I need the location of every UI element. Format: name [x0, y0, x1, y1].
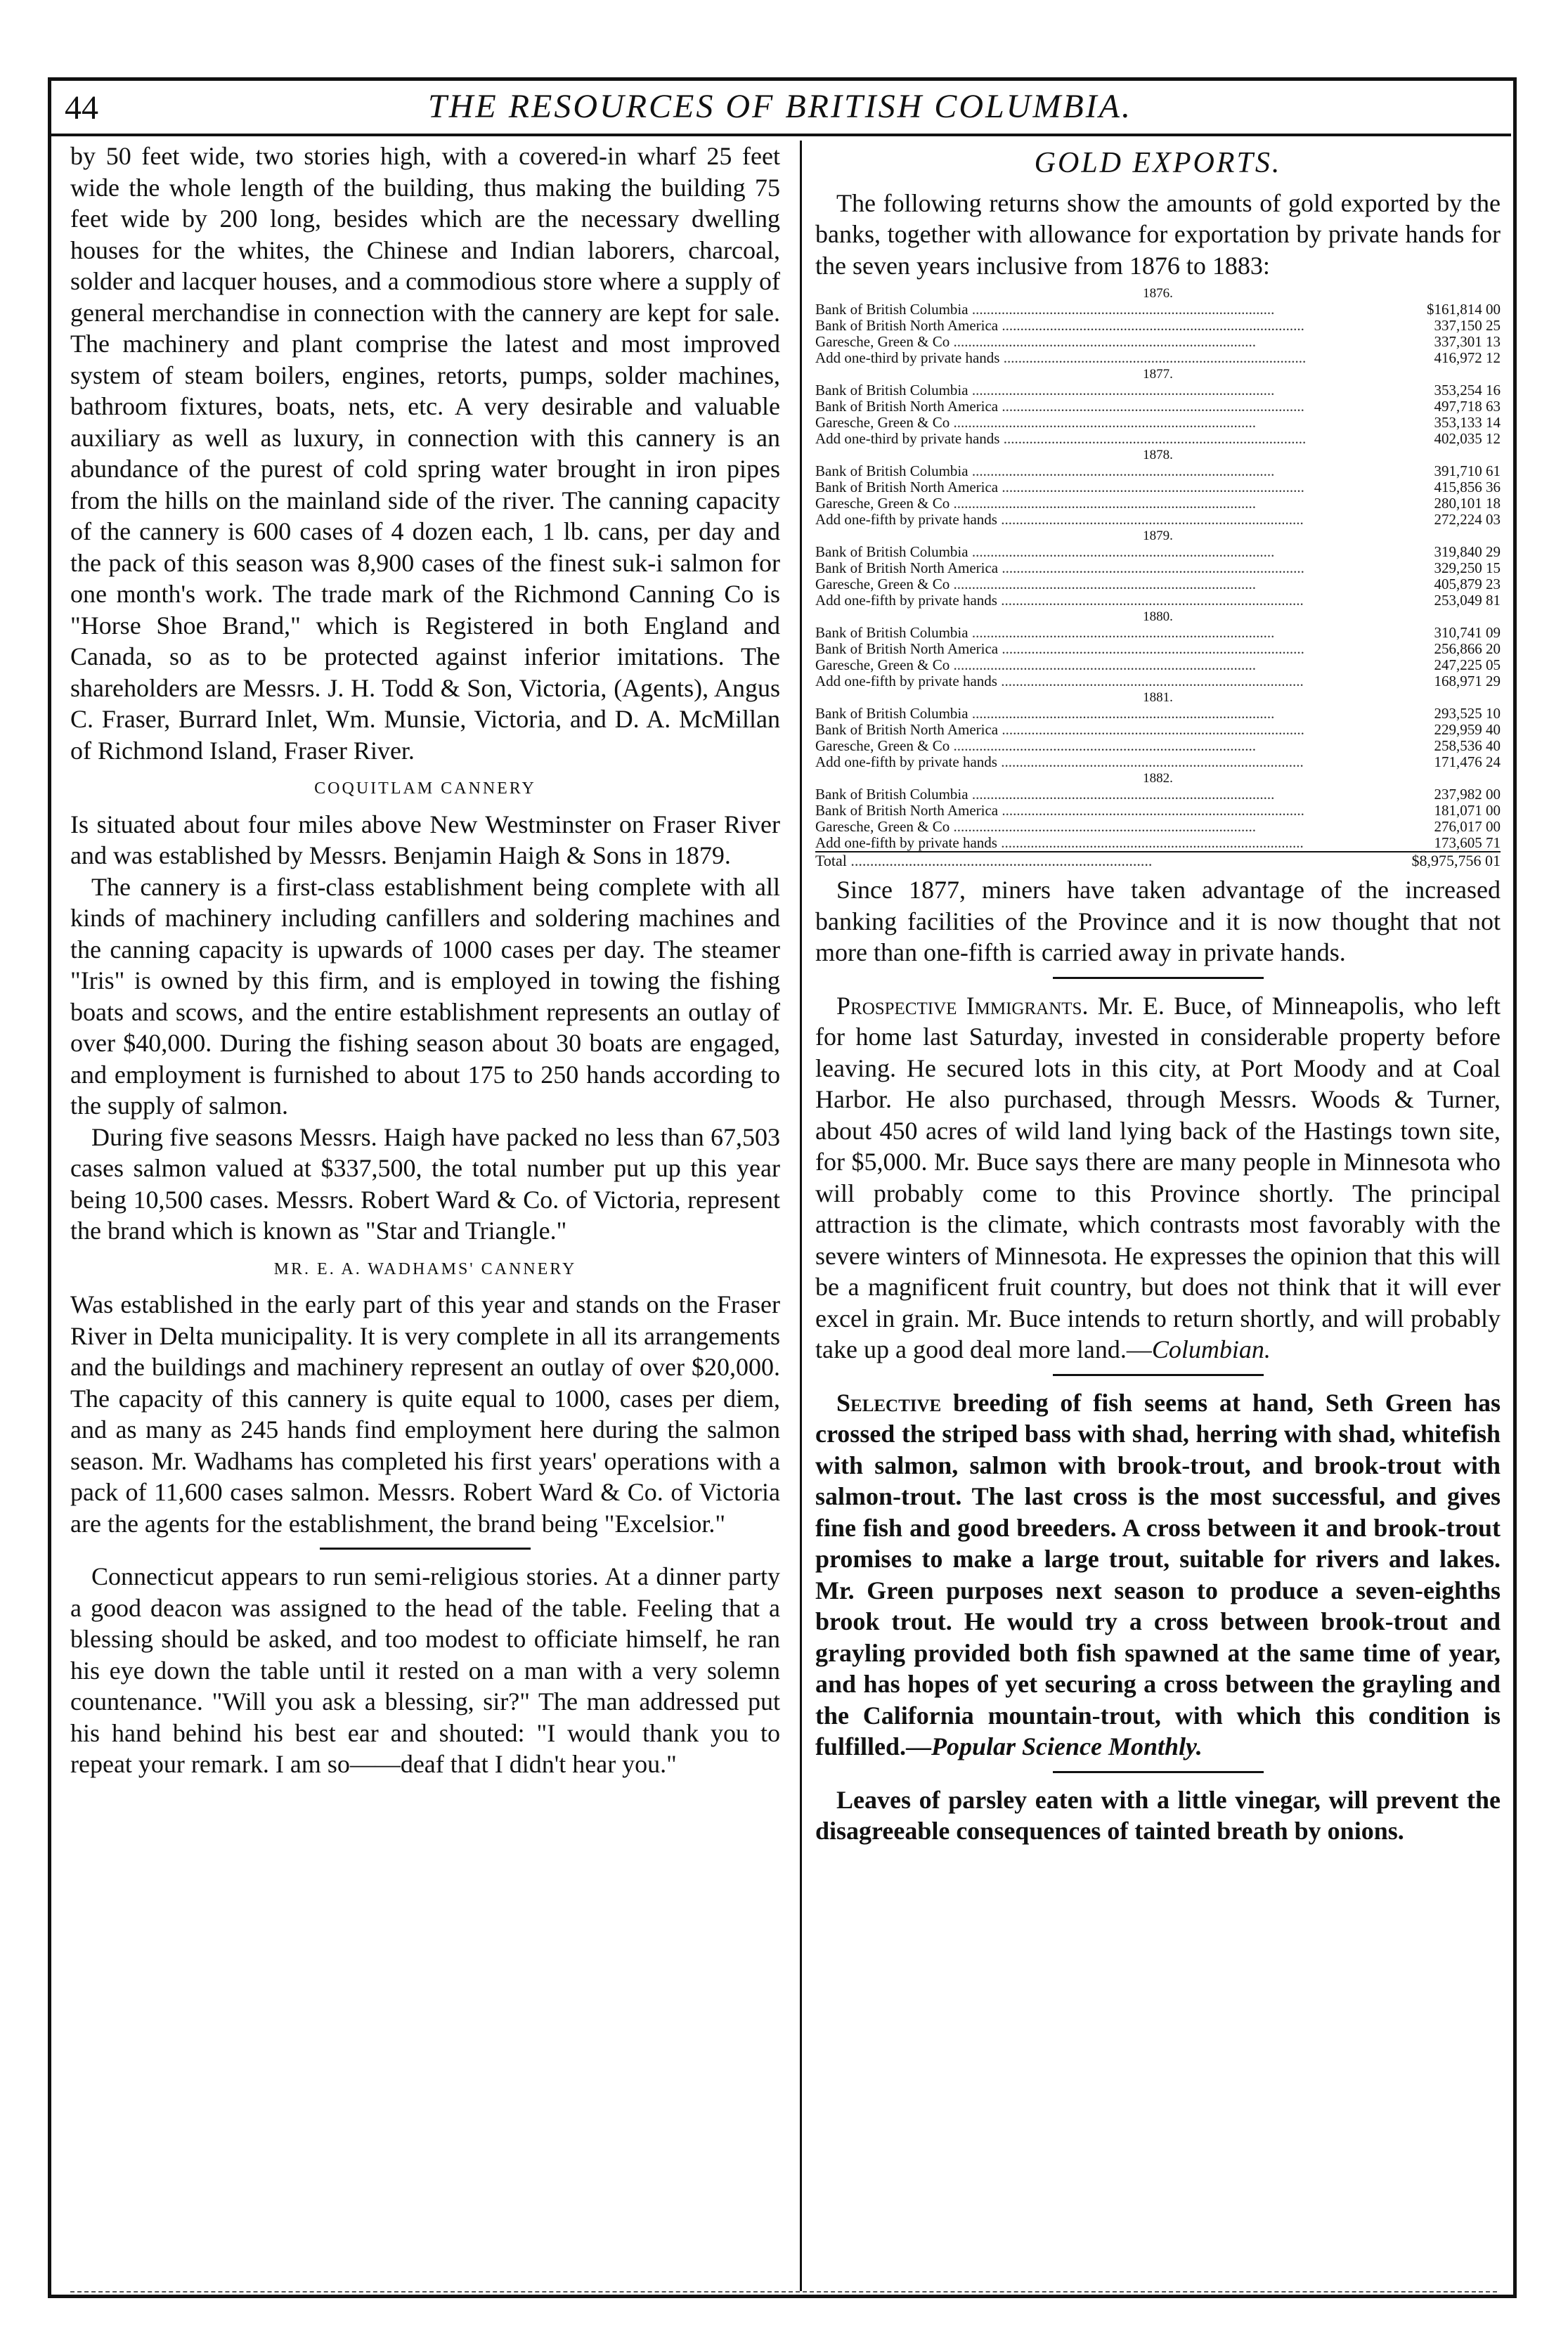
- gold-table-row: Bank of British North America .................................................................................. 337,150 25: [815, 317, 1501, 334]
- bottom-rule: [70, 2291, 1497, 2293]
- gold-row-amount: 497,718 63: [1434, 398, 1501, 415]
- gold-row-amount: 405,879 23: [1434, 576, 1501, 592]
- gold-row-amount: 293,525 10: [1434, 705, 1501, 722]
- gold-total-row: Total .............................................................................. $8,975,756 01: [815, 852, 1501, 869]
- gold-row-label: Bank of British Columbia: [815, 463, 968, 479]
- parsley-note: Leaves of parsley eaten with a little vinegar, will prevent the disagreeable consequences of tainted breath by onions.: [815, 1785, 1501, 1845]
- wadhams-heading: MR. E. A. WADHAMS' CANNERY: [273, 1259, 577, 1278]
- gold-table-row: Bank of British Columbia .................................................................................. 237,982 00: [815, 786, 1501, 803]
- gold-table-row: Bank of British Columbia .................................................................................. 310,741 09: [815, 624, 1501, 641]
- gold-row-amount: 253,049 81: [1434, 592, 1501, 609]
- gold-row-amount: 402,035 12: [1434, 430, 1501, 447]
- immigrants-lead: Prospective Immigrants.: [836, 991, 1089, 1020]
- gold-table-row: Add one-fifth by private hands .................................................................................. 272,224 03: [815, 511, 1501, 528]
- gold-row-label: Add one-fifth by private hands: [815, 512, 997, 528]
- gold-row-amount: 181,071 00: [1434, 802, 1501, 819]
- right-column: [815, 141, 1501, 1847]
- gold-table-row: Bank of British North America .................................................................................. 497,718 63: [815, 398, 1501, 415]
- gold-table-row: Bank of British North America .................................................................................. 229,959 40: [815, 721, 1501, 738]
- gold-row-label: Bank of British Columbia: [815, 382, 968, 398]
- gold-row-amount: $161,814 00: [1427, 301, 1501, 318]
- gold-total-label: Total: [815, 852, 847, 869]
- gold-row-label: Add one-third by private hands: [815, 431, 1000, 447]
- gold-table-row: Add one-fifth by private hands .................................................................................. 173,605 71: [815, 834, 1501, 851]
- gold-table-row: Add one-fifth by private hands .................................................................................. 168,971 29: [815, 673, 1501, 689]
- gold-row-amount: 337,301 13: [1434, 333, 1501, 350]
- gold-row-label: Garesche, Green & Co: [815, 819, 950, 835]
- gold-table-row: Garesche, Green & Co .................................................................................. 337,301 13: [815, 333, 1501, 350]
- gold-year-label: 1877.: [1143, 367, 1173, 382]
- gold-row-label: Bank of British Columbia: [815, 301, 968, 318]
- gold-row-label: Bank of British Columbia: [815, 625, 968, 641]
- gold-row-label: Bank of British North America: [815, 722, 999, 738]
- gold-exports-intro: The following returns show the amounts of gold exported by the banks, together with allowance for exportation by private hands for the seven years inclusive from 1876 to 1883:: [815, 188, 1501, 280]
- gold-row-amount: 247,225 05: [1434, 656, 1501, 673]
- gold-row-label: Garesche, Green & Co: [815, 576, 950, 592]
- gold-year-heading: [815, 609, 1501, 625]
- connecticut-anecdote: Connecticut appears to run semi-religious stories. At a dinner party a good deacon was assigned to the head of the table. Feeling that a blessing should be asked, and too modest to officiate himself, he ran his eye down the table until it rested on a man with a very solemn countenance. "Will you ask a blessing, sir?" The man addressed put his hand behind his best ear and shouted: "I would thank you to repeat your remark. I am so——deaf that I didn't hear you.": [70, 1562, 780, 1778]
- coquitlam-paragraph-2: The cannery is a first-class establishment being complete with all kinds of machinery including canfillers and soldering machines and the canning capacity is upwards of 1000 cases per day. The steamer "Iris" is owned by this firm, and is employed in towing the fishing boats and scows, and the entire establishment represents an outlay of over $40,000. During the fishing season about 30 boats are engaged, and employment is furnished to about 175 to 250 hands according to the supply of salmon.: [70, 872, 780, 1120]
- coquitlam-heading: COQUITLAM CANNERY: [314, 779, 536, 798]
- gold-row-label: Add one-third by private hands: [815, 350, 1000, 366]
- gold-total-amount: $8,975,756 01: [1411, 852, 1501, 869]
- gold-row-amount: 173,605 71: [1434, 834, 1501, 851]
- gold-row-label: Bank of British North America: [815, 641, 999, 657]
- gold-row-label: Garesche, Green & Co: [815, 738, 950, 754]
- gold-table-row: Bank of British Columbia .................................................................................. 391,710 61: [815, 462, 1501, 479]
- gold-row-amount: 353,254 16: [1434, 382, 1501, 398]
- divider: [1053, 1771, 1264, 1773]
- gold-row-amount: 391,710 61: [1434, 462, 1501, 479]
- gold-row-label: Bank of British North America: [815, 560, 999, 576]
- prospective-immigrants-article: [815, 990, 1501, 1366]
- divider: [1053, 1374, 1264, 1376]
- gold-row-amount: 415,856 36: [1434, 479, 1501, 495]
- gold-exports-title: GOLD EXPORTS.: [1034, 147, 1282, 179]
- gold-row-label: Bank of British North America: [815, 479, 999, 495]
- gold-table-row: Add one-third by private hands .................................................................................. 402,035 12: [815, 430, 1501, 447]
- immigrants-body: Mr. E. Buce, of Minneapolis, who left for home last Saturday, invested in considerable property before leaving. He secured lots in this city, at Port Moody and at Coal Harbor. He also purchased, through Messrs. Woods & Turner, about 450 acres of wild land lying back of the Hastings town site, for $5,000. Mr. Buce says there are many people in Minnesota who will probably come to this Province shortly. The principal attraction is the climate, which contrasts most favorably with the severe winters of Minnesota. He expresses the opinion that this will be a magnificent fruit country, but does not think that it will ever excel in grain. Mr. Buce intends to return shortly, and will probably take up a good deal more land.—: [815, 991, 1501, 1363]
- selective-source: Popular Science Monthly.: [931, 1732, 1203, 1760]
- gold-row-label: Bank of British Columbia: [815, 706, 968, 722]
- divider: [320, 1548, 531, 1550]
- coquitlam-paragraph-3: During five seasons Messrs. Haigh have packed no less than 67,503 cases salmon valued at $337,500, the total number put up this year being 10,500 cases. Messrs. Robert Ward & Co. of Victoria, represent the brand which is known as "Star and Triangle.": [70, 1122, 780, 1245]
- gold-row-label: Bank of British Columbia: [815, 544, 968, 560]
- gold-row-amount: 276,017 00: [1434, 818, 1501, 835]
- gold-row-label: Bank of British North America: [815, 318, 999, 334]
- gold-table-row: Bank of British North America .................................................................................. 181,071 00: [815, 802, 1501, 819]
- gold-row-label: Add one-fifth by private hands: [815, 835, 997, 851]
- gold-year-label: 1882.: [1143, 771, 1173, 786]
- gold-row-label: Bank of British Columbia: [815, 786, 968, 803]
- gold-year-label: 1880.: [1143, 609, 1173, 624]
- gold-row-label: Bank of British North America: [815, 803, 999, 819]
- gold-row-amount: 416,972 12: [1434, 349, 1501, 366]
- column-divider: [800, 141, 802, 2291]
- gold-table-row: Add one-third by private hands .................................................................................. 416,972 12: [815, 349, 1501, 366]
- gold-table-row: Add one-fifth by private hands .................................................................................. 253,049 81: [815, 592, 1501, 609]
- coquitlam-paragraph-1: Is situated about four miles above New Westminster on Fraser River and was established by Messrs. Benjamin Haigh & Sons in 1879.: [70, 810, 780, 869]
- gold-row-amount: 310,741 09: [1434, 624, 1501, 641]
- gold-row-label: Garesche, Green & Co: [815, 334, 950, 350]
- page-header: [49, 84, 1511, 136]
- gold-row-label: Garesche, Green & Co: [815, 415, 950, 431]
- gold-row-amount: 168,971 29: [1434, 673, 1501, 689]
- gold-table-row: Garesche, Green & Co .................................................................................. 280,101 18: [815, 495, 1501, 512]
- gold-row-label: Garesche, Green & Co: [815, 657, 950, 673]
- divider: [1053, 977, 1264, 979]
- selective-lead: Selective: [836, 1388, 942, 1417]
- gold-table-row: Bank of British North America .................................................................................. 329,250 15: [815, 559, 1501, 576]
- gold-row-amount: 258,536 40: [1434, 737, 1501, 754]
- page-title: THE RESOURCES OF BRITISH COLUMBIA.: [428, 88, 1132, 125]
- gold-row-label: Bank of British North America: [815, 398, 999, 415]
- gold-row-amount: 319,840 29: [1434, 543, 1501, 560]
- gold-table-row: Garesche, Green & Co .................................................................................. 276,017 00: [815, 818, 1501, 835]
- gold-year-heading: [815, 528, 1501, 544]
- gold-table-row: Add one-fifth by private hands .................................................................................. 171,476 24: [815, 753, 1501, 770]
- gold-row-label: Garesche, Green & Co: [815, 495, 950, 512]
- gold-year-heading: [815, 689, 1501, 706]
- gold-table-row: Garesche, Green & Co .................................................................................. 247,225 05: [815, 656, 1501, 673]
- gold-exports-note: Since 1877, miners have taken advantage of the increased banking facilities of the Province and it is now thought that not more than one-fifth is carried away in private hands.: [815, 876, 1501, 966]
- gold-row-label: Add one-fifth by private hands: [815, 673, 997, 689]
- gold-year-heading: [815, 366, 1501, 382]
- page-number: 44: [65, 89, 98, 127]
- richmond-cannery-paragraph: by 50 feet wide, two stories high, with a covered-in wharf 25 feet wide the whole length of the building, thus making the building 75 feet wide by 200 long, besides which are the necessary dwelling houses for the whites, the Chinese and Indian laborers, charcoal, solder and lacquer houses, and a commodious store where a supply of general merchandise in connection with the cannery are kept for sale. The machinery and plant comprise the latest and most improved system of steam boilers, engines, retorts, pumps, solder machines, bathroom fixtures, boats, nets, etc. A very desirable and valuable auxiliary as well as luxury, in connection with this cannery is an abundance of the purest of cold spring water brought in iron pipes from the hills on the mainland side of the river. The canning capacity of the cannery is 600 cases of 4 dozen each, 1 lb. cans, per day and the pack of this season was 8,900 cases of the finest suk-i salmon for one month's work. The trade mark of the Richmond Canning Co is "Horse Shoe Brand," which is Registered in both England and Canada, so as to be protected against inferior imitations. The shareholders are Messrs. J. H. Todd & Son, Victoria, (Agents), Angus C. Fraser, Burrard Inlet, Wm. Munsie, Victoria, and D. A. McMillan of Richmond Island, Fraser River.: [70, 142, 780, 765]
- gold-table-row: Bank of British North America .................................................................................. 256,866 20: [815, 640, 1501, 657]
- gold-row-label: Add one-fifth by private hands: [815, 754, 997, 770]
- gold-table-row: Bank of British Columbia .................................................................................. 353,254 16: [815, 382, 1501, 398]
- left-column: [70, 141, 780, 1780]
- gold-table-row: Bank of British Columbia .................................................................................. 293,525 10: [815, 705, 1501, 722]
- gold-table-row: Garesche, Green & Co .................................................................................. 353,133 14: [815, 414, 1501, 431]
- gold-year-label: 1881.: [1143, 690, 1173, 705]
- gold-row-amount: 329,250 15: [1434, 559, 1501, 576]
- gold-row-amount: 272,224 03: [1434, 511, 1501, 528]
- gold-row-amount: 237,982 00: [1434, 786, 1501, 803]
- gold-exports-table: [815, 285, 1501, 869]
- gold-row-amount: 353,133 14: [1434, 414, 1501, 431]
- gold-year-heading: [815, 447, 1501, 463]
- selective-body: breeding of fish seems at hand, Seth Green has crossed the striped bass with shad, herring with shad, whitefish with salmon, salmon with brook-trout, and brook-trout with salmon-trout. The last cross is the most successful, and gives fine fish and good breeders. A cross between it and brook-trout promises to make a large trout, suitable for rivers and lakes. Mr. Green purposes next season to produce a seven-eighths brook trout. He would try a cross between brook-trout and grayling provided both fish spawned at the same time of year, and has hopes of yet securing a cross between the grayling and the California mountain-trout, with which this condition is fulfilled.—: [815, 1388, 1501, 1760]
- gold-row-label: Add one-fifth by private hands: [815, 592, 997, 609]
- gold-table-row: Bank of British Columbia .................................................................................. 319,840 29: [815, 543, 1501, 560]
- gold-row-amount: 229,959 40: [1434, 721, 1501, 738]
- gold-table-row: Garesche, Green & Co .................................................................................. 405,879 23: [815, 576, 1501, 592]
- selective-breeding-article: [815, 1387, 1501, 1763]
- gold-year-label: 1876.: [1143, 286, 1173, 301]
- immigrants-source: Columbian.: [1151, 1335, 1271, 1363]
- gold-year-label: 1879.: [1143, 528, 1173, 543]
- gold-table-row: Garesche, Green & Co .................................................................................. 258,536 40: [815, 737, 1501, 754]
- gold-row-amount: 171,476 24: [1434, 753, 1501, 770]
- gold-row-amount: 280,101 18: [1434, 495, 1501, 512]
- gold-row-amount: 256,866 20: [1434, 640, 1501, 657]
- wadhams-paragraph: Was established in the early part of this year and stands on the Fraser River in Delta municipality. It is very complete in all its arrangements and the buildings and machinery represent an outlay of over $20,000. The capacity of this cannery is quite equal to 1000, cases per diem, and as many as 245 hands find employment here during the salmon season. Mr. Wadhams has completed his first years' operations with a pack of 11,600 cases salmon. Messrs. Robert Ward & Co. of Victoria are the agents for the establishment, the brand being "Excelsior.": [70, 1290, 780, 1538]
- gold-year-heading: [815, 285, 1501, 301]
- gold-table-row: Bank of British North America .................................................................................. 415,856 36: [815, 479, 1501, 495]
- gold-table-row: Bank of British Columbia .................................................................................. $161,814 00: [815, 301, 1501, 318]
- gold-year-heading: [815, 770, 1501, 786]
- gold-row-amount: 337,150 25: [1434, 317, 1501, 334]
- gold-year-label: 1878.: [1143, 448, 1173, 462]
